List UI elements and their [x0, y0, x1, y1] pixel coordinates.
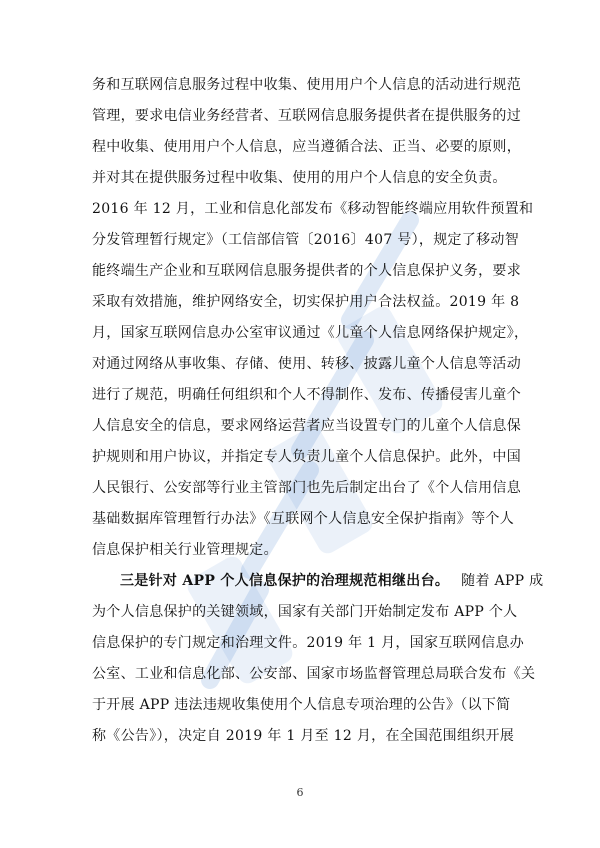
text-line-heading	[120, 570, 544, 592]
text-line: 采取有效措施，维护网络安全，切实保护用户合法权益。2019 年 8	[92, 294, 520, 310]
text-line: 对通过网络从事收集、存储、使用、转移、披露儿童个人信息等活动	[92, 356, 521, 372]
text-line: 为个人信息保护的关键领域，国家有关部门开始制定发布 APP 个人	[92, 604, 518, 620]
text-line: 护规则和用户协议，并指定专人负责儿童个人信息保护。此外，中国	[92, 449, 521, 465]
text-line: 管理，要求电信业务经营者、互联网信息服务提供者在提供服务的过	[92, 108, 521, 124]
text-run: 随着 APP 成	[461, 573, 544, 589]
text-line: 能终端生产企业和互联网信息服务提供者的个人信息保护义务，要求	[92, 263, 521, 279]
text-line: 月，国家互联网信息办公室审议通过《儿童个人信息网络保护规定》，	[92, 325, 529, 341]
text-line: 公室、工业和信息化部、公安部、国家市场监督管理总局联合发布《关	[92, 666, 536, 682]
text-line: 人民银行、公安部等行业主管部门也先后制定出台了《个人信用信息	[92, 480, 521, 496]
text-line: 进行了规范，明确任何组织和个人不得制作、发布、传播侵害儿童个	[92, 387, 521, 403]
text-line: 2016 年 12 月，工业和信息化部发布《移动智能终端应用软件预置和	[92, 201, 534, 217]
text-line: 于开展 APP 违法违规收集使用个人信息专项治理的公告》（以下简	[92, 697, 511, 713]
text-line: 人信息安全的信息，要求网络运营者应当设置专门的儿童个人信息保	[92, 418, 521, 434]
text-line: 基础数据库管理暂行办法》《互联网个人信息安全保护指南》等个人	[92, 511, 514, 527]
text-line: 务和互联网信息服务过程中收集、使用用户个人信息的活动进行规范	[92, 77, 521, 93]
text-line: 信息保护相关行业管理规定。	[92, 542, 278, 558]
text-line: 称《公告》），决定自 2019 年 1 月至 12 月，在全国范围组织开展	[92, 728, 515, 744]
text-line: 程中收集、使用用户个人信息，应当遵循合法、正当、必要的原则，	[92, 139, 521, 155]
text-line: 信息保护的专门规定和治理文件。2019 年 1 月，国家互联网信息办	[92, 635, 525, 651]
text-line: 并对其在提供服务过程中收集、使用的用户个人信息的安全负责。	[92, 170, 507, 186]
text-line: 分发管理暂行规定》（工信部信管〔2016〕407 号），规定了移动智	[92, 232, 519, 248]
section-heading: 三是针对 APP 个人信息保护的治理规范相继出台。	[120, 573, 450, 589]
page-number: 6	[296, 786, 304, 799]
